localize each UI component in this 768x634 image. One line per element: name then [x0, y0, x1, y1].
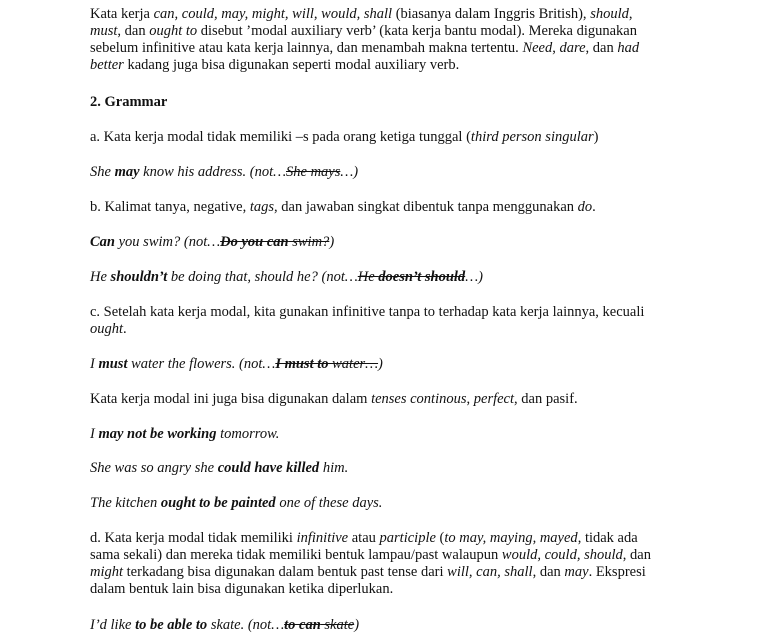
- rule-a: a. Kata kerja modal tidak memiliki –s pada orang ketiga tunggal (third person singular): [90, 129, 599, 145]
- example-7: The kitchen ought to be painted one of these days.: [90, 495, 383, 511]
- rule-d: d. Kata kerja modal tidak memiliki infinitive atau participle (to may, maying, mayed, tidak ada sama sekali) dan mereka tidak memiliki bentuk lampau/past walaupun would, could, should, dan might terkadang bisa digunakan dalam bentuk past tense dari will, can, shall, dan may. Ekspresi dalam bentuk lain bisa digunakan ketika diperlukan.: [90, 530, 651, 597]
- example-8: I’d like to be able to skate. (not…to can skate): [90, 617, 360, 633]
- section-heading: 2. Grammar: [90, 94, 168, 110]
- example-2: Can you swim? (not…Do you can swim?): [90, 234, 335, 250]
- example-1: She may know his address. (not…She mays…): [90, 164, 359, 180]
- example-5: I may not be working tomorrow.: [90, 426, 280, 442]
- example-3: He shouldn’t be doing that, should he? (not…He doesn’t should…): [90, 269, 483, 285]
- tenses-paragraph: Kata kerja modal ini juga bisa digunakan dalam tenses continous, perfect, dan pasif.: [90, 391, 578, 407]
- rule-c: c. Setelah kata kerja modal, kita gunakan infinitive tanpa to terhadap kata kerja lainnya, kecuali ought.: [90, 304, 645, 337]
- rule-b: b. Kalimat tanya, negative, tags, dan jawaban singkat dibentuk tanpa menggunakan do.: [90, 199, 596, 215]
- example-4: I must water the flowers. (not…I must to water…): [90, 356, 383, 372]
- example-6: She was so angry she could have killed him.: [90, 460, 349, 476]
- intro-paragraph: Kata kerja can, could, may, might, will, would, shall (biasanya dalam Inggris British), should, must, dan ought to disebut ’modal auxiliary verb’ (kata kerja bantu modal). Mereka digunakan sebelum infinitive atau kata kerja lainnya, dan menambah makna tertentu. Need, dare, dan had better kadang juga bisa digunakan seperti modal auxiliary verb.: [90, 6, 640, 73]
